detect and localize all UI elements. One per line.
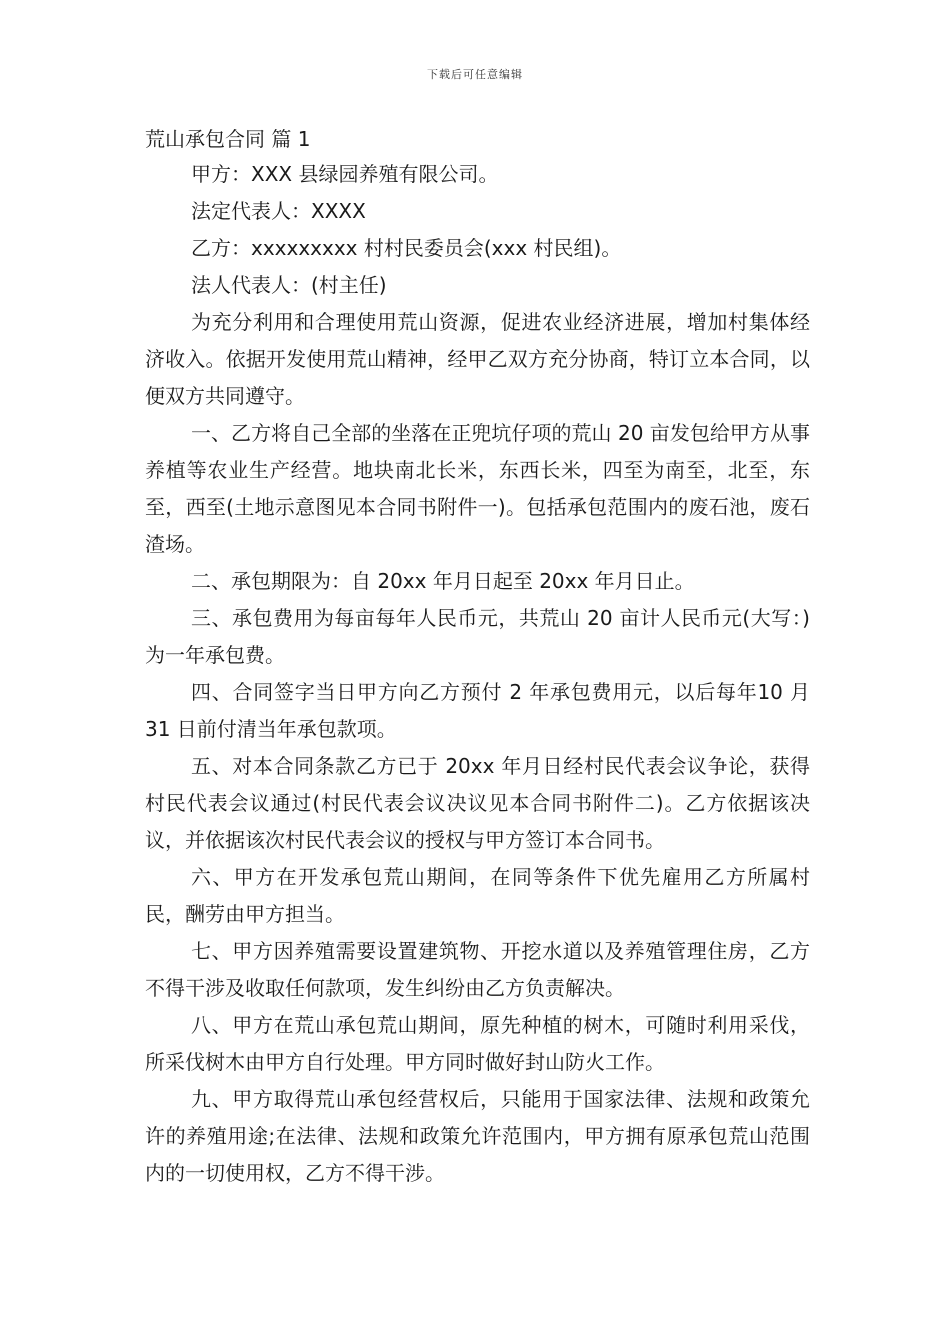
paragraph-preamble: 为充分利用和合理使用荒山资源，促进农业经济进展，增加村集体经济收入。依据开发使用荒山精神，经甲乙双方充分协商，特订立本合同，以便双方共同遵守。 xyxy=(145,310,810,408)
paragraph-clause-5: 五、对本合同条款乙方已于 20xx 年月日经村民代表会议争论，获得村民代表会议通过(村民代表会议决议见本合同书附件二)。乙方依据该决议，并依据该次村民代表会议的授权与甲方签订本合同书。 xyxy=(145,754,810,852)
document-title: 荒山承包合同 篇 1 xyxy=(145,127,311,151)
paragraph-clause-7: 七、甲方因养殖需要设置建筑物、开挖水道以及养殖管理住房，乙方不得干涉及收取任何款项，发生纠纷由乙方负责解决。 xyxy=(145,939,810,1000)
paragraph-clause-1: 一、乙方将自己全部的坐落在正兜坑仔项的荒山 20 亩发包给甲方从事养植等农业生产经营。地块南北长米，东西长米，四至为南至，北至，东至，西至(土地示意图见本合同书附件一)。包括承包范围内的废石池，废石渣场。 xyxy=(145,421,810,556)
paragraph-clause-8: 八、甲方在荒山承包荒山期间，原先种植的树木，可随时利用采伐，所采伐树木由甲方自行处理。甲方同时做好封山防火工作。 xyxy=(145,1013,810,1074)
paragraph-party-a: 甲方：XXX 县绿园养殖有限公司。 xyxy=(191,162,499,186)
paragraph-clause-9: 九、甲方取得荒山承包经营权后，只能用于国家法律、法规和政策允许的养殖用途;在法律、法规和政策允许范围内，甲方拥有原承包荒山范围内的一切使用权，乙方不得干涉。 xyxy=(145,1087,810,1185)
paragraph-clause-3: 三、承包费用为每亩每年人民币元，共荒山 20 亩计人民币元(大写：)为一年承包费。 xyxy=(145,606,810,667)
paragraph-clause-6: 六、甲方在开发承包荒山期间，在同等条件下优先雇用乙方所属村民，酬劳由甲方担当。 xyxy=(145,865,810,926)
paragraph-clause-2: 二、承包期限为：自 20xx 年月日起至 20xx 年月日止。 xyxy=(191,569,695,593)
paragraph-clause-4: 四、合同签字当日甲方向乙方预付 2 年承包费用元，以后每年10 月 31 日前付清当年承包款项。 xyxy=(145,680,810,741)
document-body xyxy=(145,122,810,1192)
paragraph-legal-rep: 法定代表人：XXXX xyxy=(191,199,366,223)
page-header: 下载后可任意编辑 xyxy=(427,68,523,81)
paragraph-legal-rep-b: 法人代表人：(村主任) xyxy=(191,273,387,297)
paragraph-party-b: 乙方：xxxxxxxxx 村村民委员会(xxx 村民组)。 xyxy=(191,236,622,260)
